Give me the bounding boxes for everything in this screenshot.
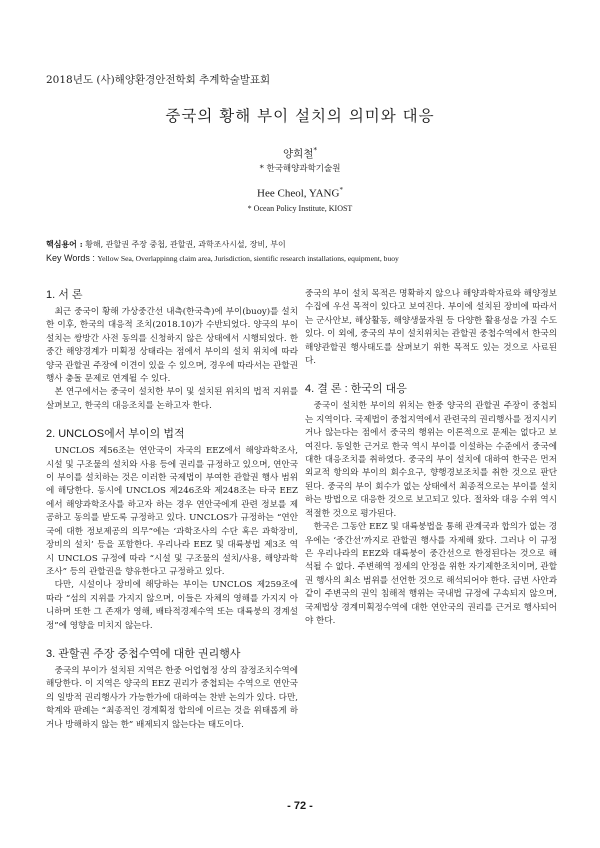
section-heading: 4. 결 론 : 한국의 대응: [305, 383, 407, 396]
left-column: [46, 288, 298, 732]
section-paragraph: UNCLOS 제56조는 연안국이 자국의 EEZ에서 해양과학조사, 시설 및 구조물의 설치와 사용 등에 권리를 규정하고 있으며, 연안국이 부이를 설치하는 것은 이러한 국제법이 부여한 관할권 행사 범위에 해당한다. 동시에 UNCLOS 제246조와 제248조는 타국 EEZ에서 해양과학조사를 하고자 하는 경우 연안국에게 관련 정보를 제공하고 동의를 받도록 규정하고 있다. UNCLOS가 규정하는 “연안국에 대한 정보제공의 의무”에는 ‘과학조사의 수단 혹은 과학장비, 장비의 설치’ 등을 포함한다. 우리나라 EEZ 및 대륙붕법 제3조 역시 UNCLOS 규정에 따라 “시설 및 구조물의 설치/사용, 해양과학조사” 등의 관할권을 향유한다고 규정하고 있다.: [46, 446, 298, 577]
keywords-korean: [46, 239, 560, 250]
section-paragraph: 중국의 부이 설치 목적은 명확하지 않으나 해양과학자료와 해양정보 수집에 우선 목적이 있다고 보여진다. 부이에 설치된 장비에 따라서는 군사안보, 해상활동, 해양생물자원 등 다양한 활용성을 가질 수도 있다. 이 외에, 중국의 부이 설치위치는 관할권 중첩수역에서 한국의 해양관할권 행사태도를 살펴보기 위한 목적도 있는 것으로 사료된다.: [305, 289, 557, 367]
page-number: - 72 -: [287, 800, 313, 812]
section-heading: 1. 서 론: [46, 289, 83, 301]
section-heading: 3. 관할권 주장 중첩수역에 대한 권리행사: [46, 647, 241, 660]
conference-header: 2018년도 (사)해양환경안전학회 추계학술발표회: [46, 74, 271, 86]
section-heading: 2. UNCLOS에서 부이의 법적: [46, 428, 185, 441]
section-paragraph: 중국의 부이가 설치된 지역은 한중 어업협정 상의 잠정조치수역에 해당한다. 이 지역은 양국의 EEZ 권리가 중첩되는 수역으로 연안국의 일방적 권리행사가 가능한가에 대하여는 찬반 논의가 있다. 다만, 학계와 판례는 “최종적인 경계획정 합의에 이르는 것을 위태롭게 하거나 방해하지 않는 한” 배제되지 않는다는 태도이다.: [46, 665, 298, 730]
keywords-korean-text: 황해, 관할권 주장 중첩, 관할권, 과학조사시설, 장비, 부이: [85, 240, 286, 249]
right-column: [305, 288, 557, 628]
keywords-english: [46, 253, 560, 263]
section-paragraph: 한국은 그동안 EEZ 및 대륙붕법을 통해 관계국과 합의가 없는 경우에는 ‘중간선’까지로 관할권 행사를 자제해 왔다. 그러나 이 규정은 우리나라의 EEZ와 대륙붕이 중간선으로 한정된다는 것으로 해석될 수 없다. 주변해역 정세의 안정을 위한 자기제한조치이며, 관할권 행사의 최소 범위를 선언한 것으로 해석되어야 한다. 금번 사안과 같이 주변국의 권익 침해적 행위는 국내법 규정에 구속되지 않으며, 국제법상 경계미획정수역에 대한 연안국의 권리를 근거로 행사되어야 한다.: [305, 522, 557, 626]
author-english-mark: *: [339, 186, 343, 194]
keywords-korean-label: 핵심용어 :: [46, 239, 83, 249]
author-english: [0, 186, 600, 200]
section-paragraph: 중국이 설치한 부이의 위치는 한중 양국의 관할권 주장이 중첩되는 지역이다. 국제법이 중첩지역에서 관련국의 권리행사를 정지시키거나 않는다는 점에서 중국의 행위는 이론적으로 문제는 없다고 보여진다. 동일한 근거로 한국 역시 부이를 이설하는 수준에서 중국에 대한 대응조치를 취하였다. 중국의 부이 설치에 대하여 한국은 먼저 외교적 항의와 부이의 회수요구, 향행경보조치를 취한 것으로 판단된다. 중국의 부이 회수가 없는 상태에서 최종적으로는 부이를 설치하는 방법으로 대응한 것으로 보고되고 있다. 절차와 대응 수위 역시 적절한 것으로 평가된다.: [305, 401, 557, 519]
author-english-name: Hee Cheol, YANG: [257, 187, 340, 200]
section-paragraph: 본 연구에서는 중국이 설치한 부이 및 설치된 위치의 법적 지위를 살펴보고, 한국의 대응조치를 논하고자 한다.: [46, 387, 298, 411]
paper-title: 중국의 황해 부이 설치의 의미와 대응: [165, 107, 435, 125]
affiliation-korean: * 한국해양과학기술원: [259, 164, 341, 174]
author-korean: [0, 146, 600, 161]
author-korean-mark: *: [313, 146, 317, 155]
affiliation-english: * Ocean Policy Institute, KIOST: [247, 204, 353, 213]
section-paragraph: 다만, 시설이나 장비에 해당하는 부이는 UNCLOS 제259조에 따라 “섬의 지위를 가지지 않으며, 이들은 자체의 영해를 가지지 아니하며 또한 그 존재가 영해, 배타적경제수역 또는 대륙붕의 경계설정”에 영향을 미치지 않는다.: [46, 580, 298, 631]
author-korean-name: 양희철: [283, 148, 314, 160]
keywords-english-text: Yellow Sea, Overlappinng claim area, Jurisdiction, sientific research installations, equipment, buoy: [97, 254, 399, 263]
keywords-english-label: Key Words :: [46, 253, 95, 263]
section-paragraph: 최근 중국이 황해 가상중간선 내측(한국측)에 부이(buoy)를 설치한 이후, 한국의 대응적 조치(2018.10)가 수반되었다. 양국의 부이 설치는 쌍방간 사전 동의를 신청하지 않은 상태에서 시행되었다. 한중간 해양경계가 미획정 상태라는 점에서 부이의 설치 위치에 따라 양국 관할권 주장에 이견이 있을 수 있으며, 경우에 따라서는 관할권 행사 충돌 문제로 연계될 수 있다.: [46, 307, 298, 385]
